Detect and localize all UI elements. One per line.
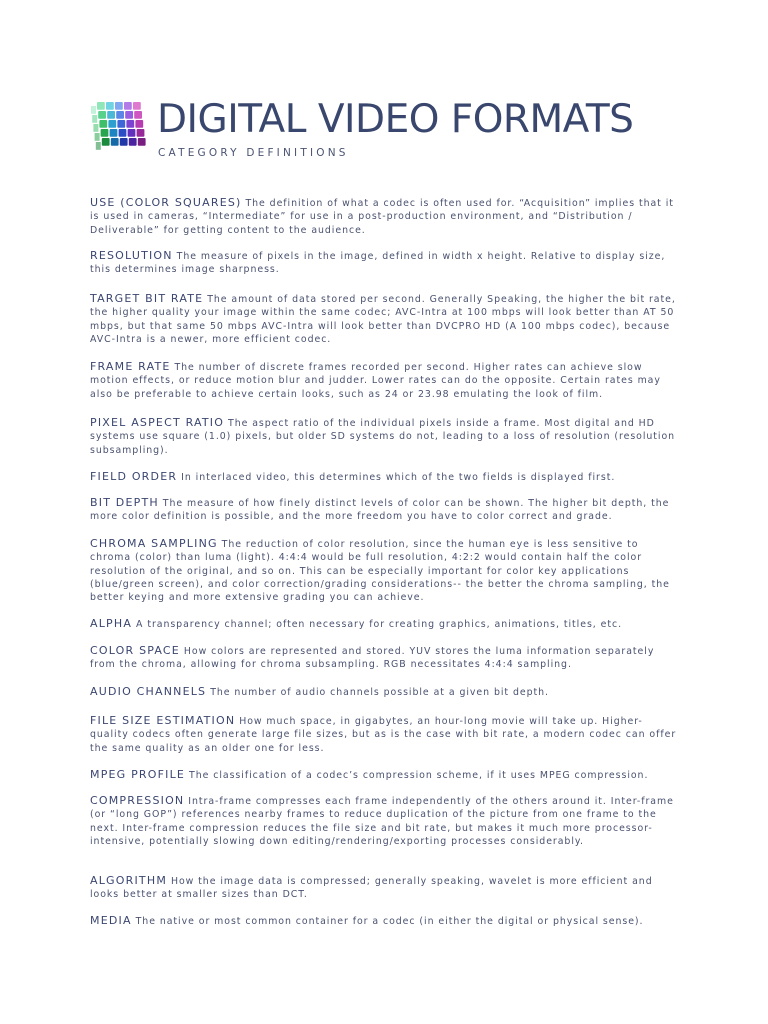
cube-side-cell [93,124,98,132]
cube-cell [133,102,141,110]
definition-term: RESOLUTION [90,249,173,262]
cube-side-cell [91,106,96,114]
cube-cell [117,120,125,128]
definition-term: ALPHA [90,617,133,630]
definition-item [90,249,680,277]
definition-item [90,644,680,672]
definition-term: ALGORITHM [90,874,168,887]
definition-term: COMPRESSION [90,794,185,807]
definition-item [90,360,680,401]
definition-item [90,874,680,902]
page-subtitle: CATEGORY DEFINITIONS [158,147,349,159]
definition-item [90,714,680,755]
definition-item [90,537,680,604]
definition-text: The aspect ratio of the individual pixels inside a frame. Most digital and HD systems use square (1.0) pixels, but older SD systems do not, leading to a loss of resolution (resolution subsampling). [90,418,676,456]
definition-text: The reduction of color resolution, since the human eye is less sensitive to chroma (color) than luma (light). 4:4:4 would be full resolution, 4:2:2 would contain half the color resolution of the original, and so on. This can be especially important for color key applications (blue/green screen), and color correction/grading considerations-- the better the chroma sampling, the better keying and more extensive grading you can achieve. [90,539,670,604]
cube-cell [128,129,136,137]
cube-cell [106,102,114,110]
definition-text: How colors are represented and stored. YUV stores the luma information separately from the chroma, allowing for chroma subsampling. RGB necessitates 4:4:4 sampling. [90,646,655,671]
definition-text: The number of audio channels possible at a given bit depth. [210,687,549,698]
definition-item [90,768,680,782]
cube-cell [120,138,128,146]
definition-term: PIXEL ASPECT RATIO [90,416,225,429]
definition-text: A transparency channel; often necessary for creating graphics, animations, titles, etc. [136,619,623,630]
cube-cell [116,111,124,119]
definition-term: COLOR SPACE [90,644,180,657]
cube-cell [115,102,123,110]
definition-item [90,416,680,457]
cube-cell [108,120,116,128]
definition-text: The classification of a codec’s compression scheme, if it uses MPEG compression. [189,770,649,781]
cube-side-cell [96,142,101,150]
definition-item [90,470,680,484]
cube-cell [110,129,118,137]
definition-text: How much space, in gigabytes, an hour-long movie will take up. Higher-quality codecs often generate large file sizes, but as is the case with bit rate, a modern codec can offer the same quality as an older one for less. [90,716,677,754]
definition-term: CHROMA SAMPLING [90,537,218,550]
definition-item [90,794,680,848]
cube-cell [97,102,105,110]
definition-term: FRAME RATE [90,360,171,373]
cube-cell [98,111,106,119]
definition-text: Intra-frame compresses each frame independently of the others around it. Inter-frame (or “long GOP”) references nearby frames to reduce duplication of the picture from one frame to the next. Inter-frame compression reduces the file size and bit rate, but makes it much more processor-intensive, potentially slowing down editing/rendering/exporting processes considerably. [90,796,674,847]
definition-term: BIT DEPTH [90,496,159,509]
definition-text: In interlaced video, this determines which of the two fields is displayed first. [181,472,616,483]
definition-term: FILE SIZE ESTIMATION [90,714,236,727]
definition-text: The native or most common container for a codec (in either the digital or physical sense). [135,916,644,927]
definition-item [90,617,680,631]
definition-text: The number of discrete frames recorded per second. Higher rates can achieve slow motion effects, or reduce motion blur and judder. Lower rates can do the opposite. Certain rates may also be preferable to achieve certain looks, such as 24 or 23.98 emulating the look of film. [90,362,661,400]
cube-side-cell [92,115,97,123]
cube-cell [111,138,119,146]
definition-term: FIELD ORDER [90,470,178,483]
definition-text: The amount of data stored per second. Generally Speaking, the higher the bit rate, the higher quality your image within the same codec; AVC-Intra at 100 mbps will look better than AT 50 mbps, but that same 50 mbps AVC-Intra will look better than DVCPRO HD (A 100 mbps codec), because AVC-Intra is a newer, more efficient codec. [90,294,676,345]
definition-item [90,685,680,699]
definition-term: USE (COLOR SQUARES) [90,196,242,209]
cube-cell [107,111,115,119]
definition-item [90,196,680,237]
definition-term: TARGET BIT RATE [90,292,204,305]
cube-side-cell [95,133,100,141]
cube-cell [101,129,109,137]
definition-text: The definition of what a codec is often used for. “Acquisition” implies that it is used in cameras, “Intermediate” for use in a post-production environment, and “Distribution / Deliverable” for getting content to the audience. [90,198,674,236]
cube-cell [125,111,133,119]
definition-term: MPEG PROFILE [90,768,186,781]
definition-text: The measure of pixels in the image, defined in width x height. Relative to display size, this determines image sharpness. [90,251,666,276]
cube-cell [119,129,127,137]
definition-item [90,914,680,928]
definition-item [90,496,680,524]
cube-cell [135,120,143,128]
page-title: DIGITAL VIDEO FORMATS [157,97,634,142]
definition-text: How the image data is compressed; generally speaking, wavelet is more efficient and looks better at smaller sizes than DCT. [90,876,653,901]
cube-cell [99,120,107,128]
definition-term: AUDIO CHANNELS [90,685,207,698]
cube-cell [134,111,142,119]
cube-cell [138,138,146,146]
cube-cell [137,129,145,137]
cube-cell [124,102,132,110]
cube-cell [129,138,137,146]
definition-text: The measure of how finely distinct levels of color can be shown. The higher bit depth, the more color definition is possible, and the more freedom you have to color correct and grade. [90,498,670,523]
cube-cell [102,138,110,146]
cube-cell [126,120,134,128]
definition-term: MEDIA [90,914,132,927]
definition-item [90,292,680,346]
color-cube-icon [89,100,151,162]
